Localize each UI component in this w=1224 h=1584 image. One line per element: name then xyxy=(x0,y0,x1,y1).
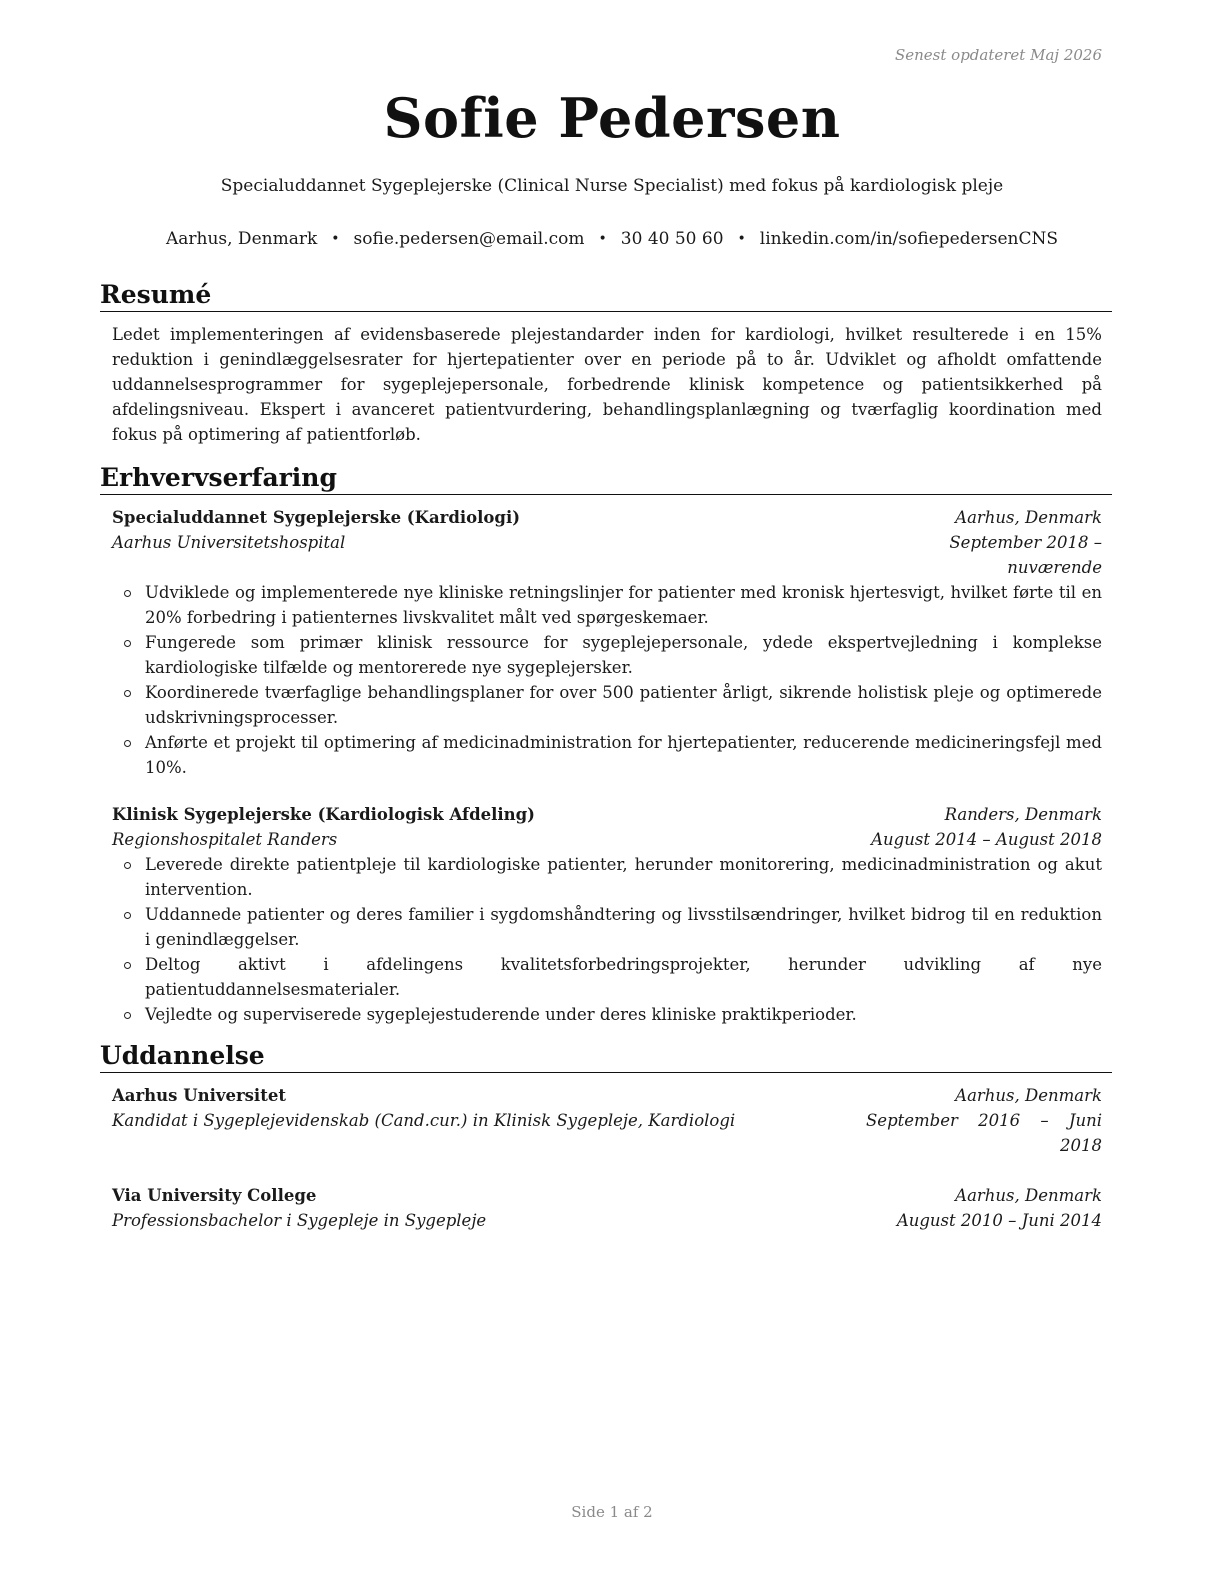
list-item: Fungerede som primær klinisk ressource for sygeplejepersonale, ydede ekspertvejledning i komplekse kardiologiske tilfælde og mentorerede nye sygeplejersker. xyxy=(112,630,1102,680)
job-employer: Aarhus Universitetshospital xyxy=(112,533,346,552)
education-sub-row xyxy=(112,1208,1102,1233)
list-item: Vejledte og superviserede sygeplejestuderende under deres kliniske praktikperioder. xyxy=(112,1002,1102,1027)
resume-content xyxy=(100,280,1112,1233)
list-item: Uddannede patienter og deres familier i sygdomshåndtering og livsstilsændringer, hvilket bidrog til en reduktion i genindlæggelser. xyxy=(112,902,1102,952)
job-entry xyxy=(112,505,1102,780)
job-entry xyxy=(112,802,1102,1027)
contact-email[interactable]: sofie.pedersen@email.com xyxy=(353,229,585,249)
job-location: Randers, Denmark xyxy=(944,805,1102,824)
job-title: Klinisk Sygeplejerske (Kardiologisk Afdeling) xyxy=(112,805,535,824)
job-employer: Regionshospitalet Randers xyxy=(112,830,338,849)
school-name: Aarhus Universitet xyxy=(112,1086,286,1105)
bullet-separator: • xyxy=(598,231,607,247)
list-item: Deltog aktivt i afdelingens kvalitetsforbedringsprojekter, herunder udvikling af nye patientuddannelsesmaterialer. xyxy=(112,952,1102,1002)
job-header-row xyxy=(112,802,1102,827)
education-entry xyxy=(112,1183,1102,1233)
bullet-separator: • xyxy=(737,231,746,247)
list-item: Koordinerede tværfaglige behandlingsplaner for over 500 patienter årligt, sikrende holistisk pleje og optimerede udskrivningsprocesser. xyxy=(112,680,1102,730)
education-header-row xyxy=(112,1183,1102,1208)
school-location: Aarhus, Denmark xyxy=(955,1086,1102,1105)
degree-name: Kandidat i Sygeplejevidenskab (Cand.cur.) in Klinisk Sygepleje, Kardiologi xyxy=(112,1111,736,1130)
school-location: Aarhus, Denmark xyxy=(955,1186,1102,1205)
degree-name: Professionsbachelor i Sygepleje in Sygepleje xyxy=(112,1211,487,1230)
job-location: Aarhus, Denmark xyxy=(955,508,1102,527)
job-dates: August 2014 – August 2018 xyxy=(871,830,1102,849)
contact-location: Aarhus, Denmark xyxy=(165,229,318,249)
section-title-summary: Resumé xyxy=(100,280,1112,312)
person-name: Sofie Pedersen xyxy=(383,86,841,150)
education-sub-row xyxy=(112,1108,1102,1158)
school-name: Via University College xyxy=(112,1186,317,1205)
bullet-separator: • xyxy=(331,231,340,247)
list-item: Leverede direkte patientpleje til kardiologiske patienter, herunder monitorering, medicinadministration og akut intervention. xyxy=(112,852,1102,902)
job-dates: September 2018 – nuværende xyxy=(949,533,1102,577)
education-dates: September 2016 – Juni 2018 xyxy=(866,1111,1102,1155)
page-number: Side 1 af 2 xyxy=(571,1503,653,1521)
section-title-education: Uddannelse xyxy=(100,1041,1112,1073)
contact-linkedin[interactable]: linkedin.com/in/sofiepedersenCNS xyxy=(759,229,1059,249)
last-updated: Senest opdateret Maj 2026 xyxy=(894,46,1102,64)
job-sub-row xyxy=(112,827,1102,852)
contact-phone: 30 40 50 60 xyxy=(620,229,724,249)
contact-line xyxy=(0,229,1224,249)
job-sub-row xyxy=(112,530,1102,580)
job-title: Specialuddannet Sygeplejerske (Kardiologi) xyxy=(112,508,521,527)
education-dates: August 2010 – Juni 2014 xyxy=(896,1211,1102,1230)
job-subtitle: Specialuddannet Sygeplejerske (Clinical Nurse Specialist) med fokus på kardiologisk pleje xyxy=(220,176,1004,196)
list-item: Anførte et projekt til optimering af medicinadministration for hjertepatienter, reducerende medicineringsfejl med 10%. xyxy=(112,730,1102,780)
list-item: Udviklede og implementerede nye kliniske retningslinjer for patienter med kronisk hjertesvigt, hvilket førte til en 20% forbedring i patienternes livskvalitet målt ved spørgeskemaer. xyxy=(112,580,1102,630)
job-bullets xyxy=(112,852,1102,1027)
education-entry xyxy=(112,1083,1102,1158)
education-header-row xyxy=(112,1083,1102,1108)
job-bullets xyxy=(112,580,1102,780)
summary-text: Ledet implementeringen af evidensbaserede plejestandarder inden for kardiologi, hvilket resulterede i en 15% reduktion i genindlæggelsesrater for hjertepatienter over en periode på to år. Udviklet og afholdt omfattende uddannelsesprogrammer for sygeplejepersonale, forbedrende klinisk kompetence og patientsikkerhed på afdelingsniveau. Ekspert i avanceret patientvurdering, behandlingsplanlægning og tværfaglig koordination med fokus på optimering af patientforløb. xyxy=(112,325,1102,444)
job-header-row xyxy=(112,505,1102,530)
section-title-experience: Erhvervserfaring xyxy=(100,463,1112,495)
